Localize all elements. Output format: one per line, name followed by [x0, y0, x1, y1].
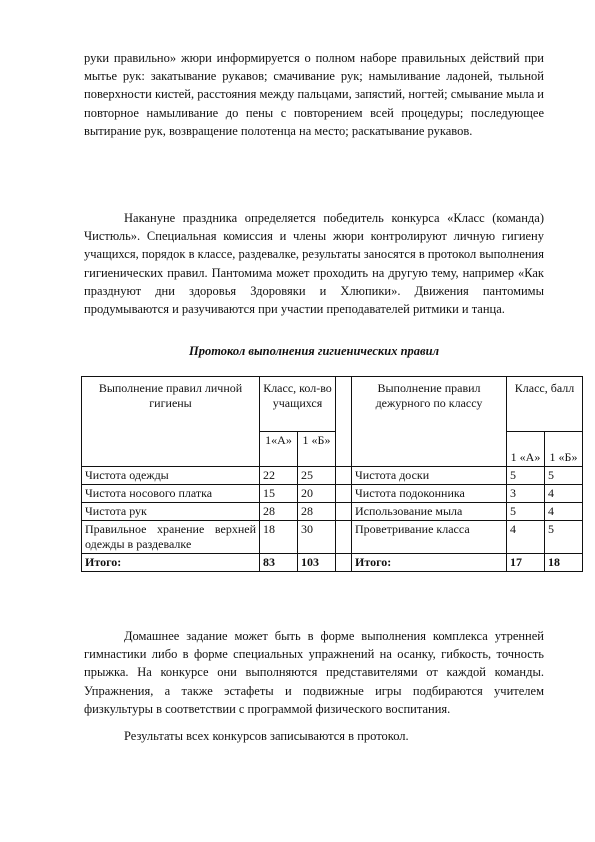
left-row-value-b: 30 — [298, 521, 336, 554]
table-gap — [336, 467, 352, 485]
right-total-label: Итого: — [352, 554, 507, 572]
left-row-value-b: 20 — [298, 485, 336, 503]
header-right-class-score: Класс, балл — [507, 377, 583, 432]
left-row-value-b: 25 — [298, 467, 336, 485]
left-row-label: Чистота одежды — [82, 467, 260, 485]
table-gap — [336, 521, 352, 554]
right-row-label: Чистота подоконника — [352, 485, 507, 503]
table-gap — [336, 554, 352, 572]
paragraph-handwashing: руки правильно» жюри информируется о полном наборе правильных действий при мытье рук: закатывание рукавов; смачивание рук; намыливание ладоней, тыльной поверхности кистей, расстояния между пальцами, запястий, ногтей; смывание мыла и повторное намыливание до пены с повторением всей процедуры; последующее вытирание рук, возвращение полотенца на место; раскатывание рукавов. — [84, 51, 544, 138]
table-row — [82, 485, 583, 503]
right-total-b: 18 — [545, 554, 583, 572]
table-gap — [336, 503, 352, 521]
left-row-label: Чистота носового платка — [82, 485, 260, 503]
table-header-row — [82, 377, 583, 432]
table-caption: Протокол выполнения гигиенических правил — [188, 344, 439, 358]
left-total-label: Итого: — [82, 554, 260, 572]
table-gap — [336, 485, 352, 503]
header-left-class-count: Класс, кол-во учащихся — [260, 377, 336, 432]
table-row — [82, 521, 583, 554]
left-class-b-header: 1 «Б» — [298, 431, 336, 466]
right-row-value-a: 5 — [507, 467, 545, 485]
right-row-value-a: 3 — [507, 485, 545, 503]
right-row-value-b: 5 — [545, 521, 583, 554]
header-duty-rules: Выполнение правил дежурного по классу — [352, 377, 507, 467]
table-gap — [336, 377, 352, 467]
left-row-value-a: 22 — [260, 467, 298, 485]
left-row-value-b: 28 — [298, 503, 336, 521]
right-row-label: Чистота доски — [352, 467, 507, 485]
right-row-value-a: 4 — [507, 521, 545, 554]
hygiene-protocol-table — [81, 376, 583, 572]
right-row-value-a: 5 — [507, 503, 545, 521]
right-row-label: Использование мыла — [352, 503, 507, 521]
left-row-value-a: 15 — [260, 485, 298, 503]
right-class-b-header: 1 «Б» — [545, 431, 583, 466]
right-class-a-header: 1 «А» — [507, 431, 545, 466]
left-total-b: 103 — [298, 554, 336, 572]
table-total-row — [82, 554, 583, 572]
table-row — [82, 467, 583, 485]
paragraph-contest-winner: Накануне праздника определяется победитель конкурса «Класс (команда) Чистюль». Специальная комиссия и члены жюри контролируют личную гигиену учащихся, порядок в классе, раздевалке, результаты заносятся в протокол выполнения гигиенических правил. Пантомима может проходить на другую тему, например «Как празднуют дни здоровья Здоровяки и Хлюпики». Движения пантомимы продумываются и разучиваются при участии преподавателей ритмики и танца. — [84, 211, 544, 317]
right-row-value-b: 4 — [545, 485, 583, 503]
left-total-a: 83 — [260, 554, 298, 572]
paragraph-homework: Домашнее задание может быть в форме выполнения комплекса утренней гимнастики либо в форме специальных упражнений на осанку, гибкость, точность прыжка. На конкурсе они выполняются представителями от каждой команды. Упражнения, а также эстафеты и подвижные игры подбираются учителем физкультуры в соответствии с программой физического воспитания. — [84, 629, 544, 716]
left-row-label: Правильное хранение верхней одежды в раздевалке — [82, 521, 260, 554]
header-personal-hygiene: Выполнение правил личной гигиены — [82, 377, 260, 467]
right-row-value-b: 4 — [545, 503, 583, 521]
left-class-a-header: 1«А» — [260, 431, 298, 466]
right-row-value-b: 5 — [545, 467, 583, 485]
left-row-label: Чистота рук — [82, 503, 260, 521]
right-row-label: Проветривание класса — [352, 521, 507, 554]
right-total-a: 17 — [507, 554, 545, 572]
left-row-value-a: 28 — [260, 503, 298, 521]
table-row — [82, 503, 583, 521]
left-row-value-a: 18 — [260, 521, 298, 554]
paragraph-results: Результаты всех конкурсов записываются в протокол. — [124, 729, 409, 743]
